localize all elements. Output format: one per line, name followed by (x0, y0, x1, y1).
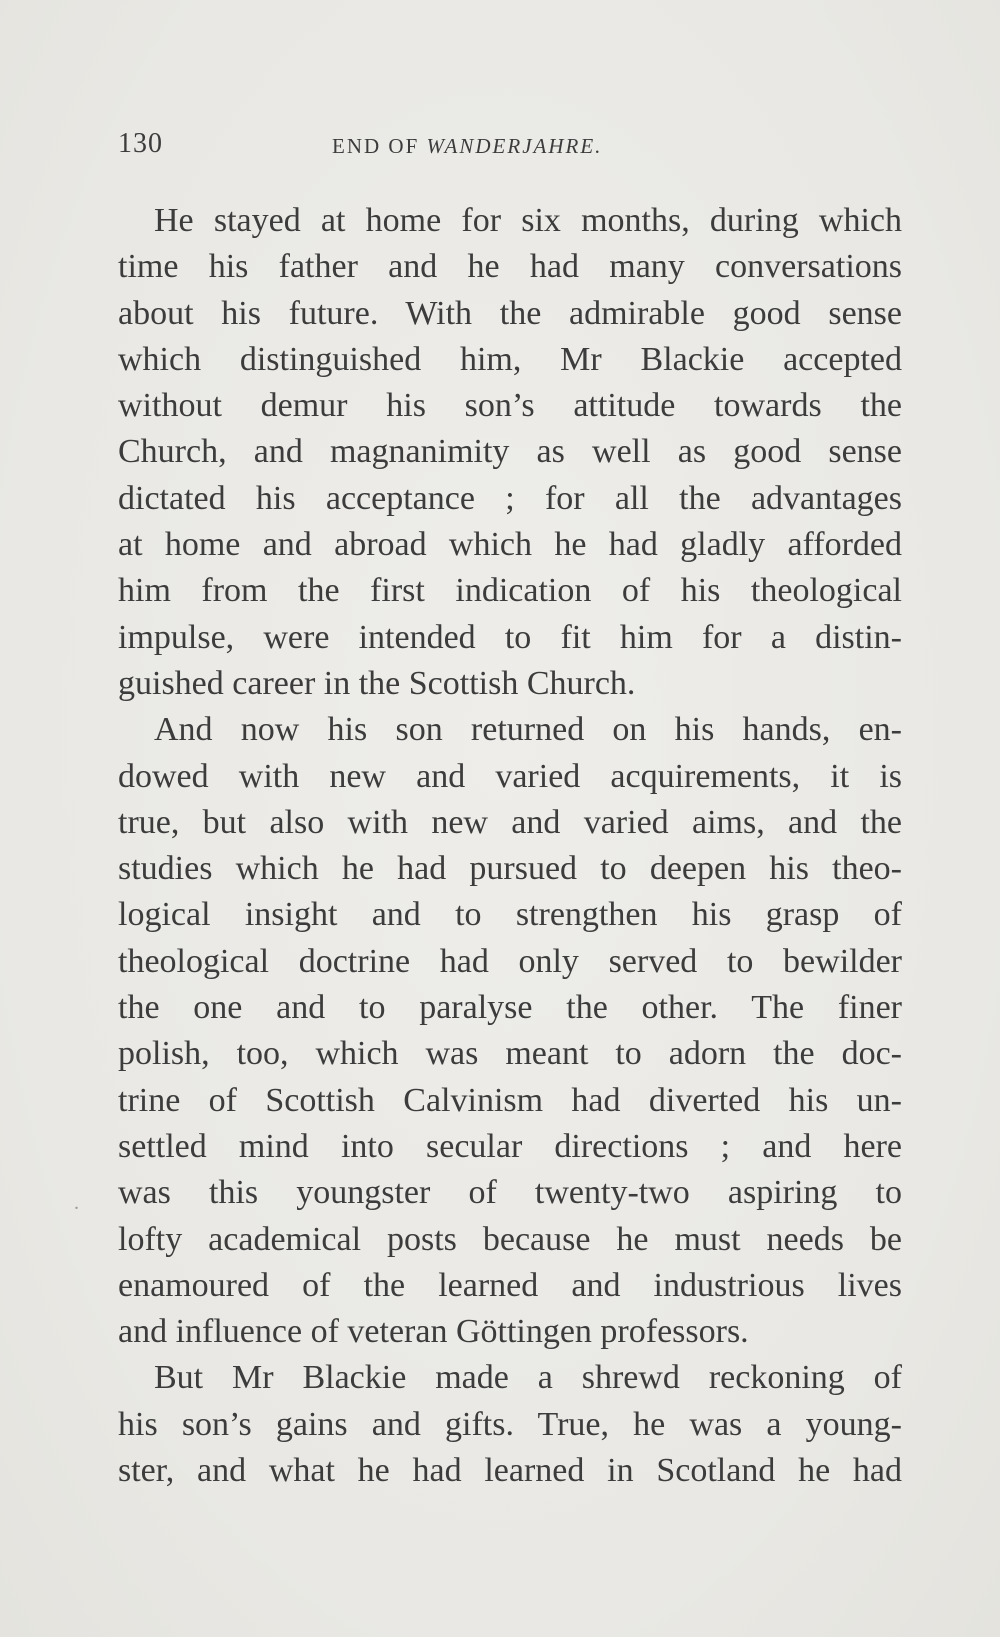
text-line: dictated his acceptance ; for all the advantages (118, 479, 902, 517)
text-line: But Mr Blackie made a shrewd reckoning of (154, 1359, 902, 1397)
text-line: which distinguished him, Mr Blackie accepted (118, 340, 902, 378)
text-line: enamoured of the learned and industrious lives (118, 1266, 902, 1304)
chapter-title-italic: WANDERJAHRE. (426, 134, 603, 158)
text-line: ster, and what he had learned in Scotland he had (118, 1452, 902, 1490)
text-line: And now his son returned on his hands, en- (154, 711, 902, 749)
text-line: lofty academical posts because he must needs be (118, 1220, 902, 1258)
running-head (118, 128, 902, 168)
text-line: time his father and he had many conversations (118, 248, 902, 286)
body-text (118, 198, 902, 1494)
text-line: dowed with new and varied acquirements, it is (118, 757, 902, 795)
paragraph (118, 707, 902, 1355)
text-line: was this youngster of twenty-two aspiring to (118, 1174, 902, 1212)
text-line: studies which he had pursued to deepen his theo- (118, 850, 902, 888)
text-line: impulse, were intended to fit him for a distin- (118, 618, 902, 656)
text-line: logical insight and to strengthen his grasp of (118, 896, 902, 934)
text-line: him from the first indication of his theological (118, 572, 902, 610)
text-line: trine of Scottish Calvinism had diverted his un- (118, 1081, 902, 1119)
text-line: He stayed at home for six months, during which (154, 202, 902, 239)
paragraph (118, 198, 902, 707)
text-line: the one and to paralyse the other. The finer (118, 989, 902, 1027)
chapter-title (332, 134, 602, 159)
text-line: polish, too, which was meant to adorn the doc- (118, 1035, 902, 1073)
stray-dot-mark: . (74, 1192, 79, 1214)
text-line: his son’s gains and gifts. True, he was a young- (118, 1405, 902, 1443)
text-line: about his future. With the admirable good sense (118, 294, 902, 332)
text-line: true, but also with new and varied aims, and the (118, 803, 902, 841)
text-line: settled mind into secular directions ; and here (118, 1127, 902, 1165)
text-line: Church, and magnanimity as well as good sense (118, 433, 902, 471)
text-line: and influence of veteran Göttingen professors. (118, 1313, 749, 1351)
paragraph (118, 1355, 902, 1494)
page-number: 130 (118, 128, 163, 159)
text-line: theological doctrine had only served to bewilder (118, 942, 902, 980)
text-line: guished career in the Scottish Church. (118, 664, 636, 702)
text-line: at home and abroad which he had gladly afforded (118, 526, 902, 564)
chapter-title-prefix: END OF (332, 134, 427, 158)
text-line: without demur his son’s attitude towards the (118, 387, 902, 425)
